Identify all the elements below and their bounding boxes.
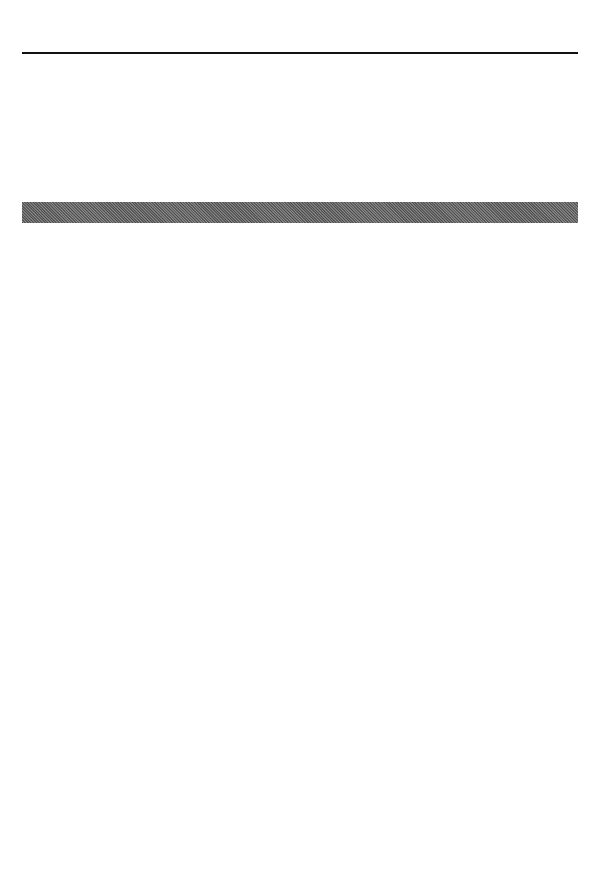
listing-title-bar <box>22 202 578 223</box>
running-header <box>22 30 578 54</box>
